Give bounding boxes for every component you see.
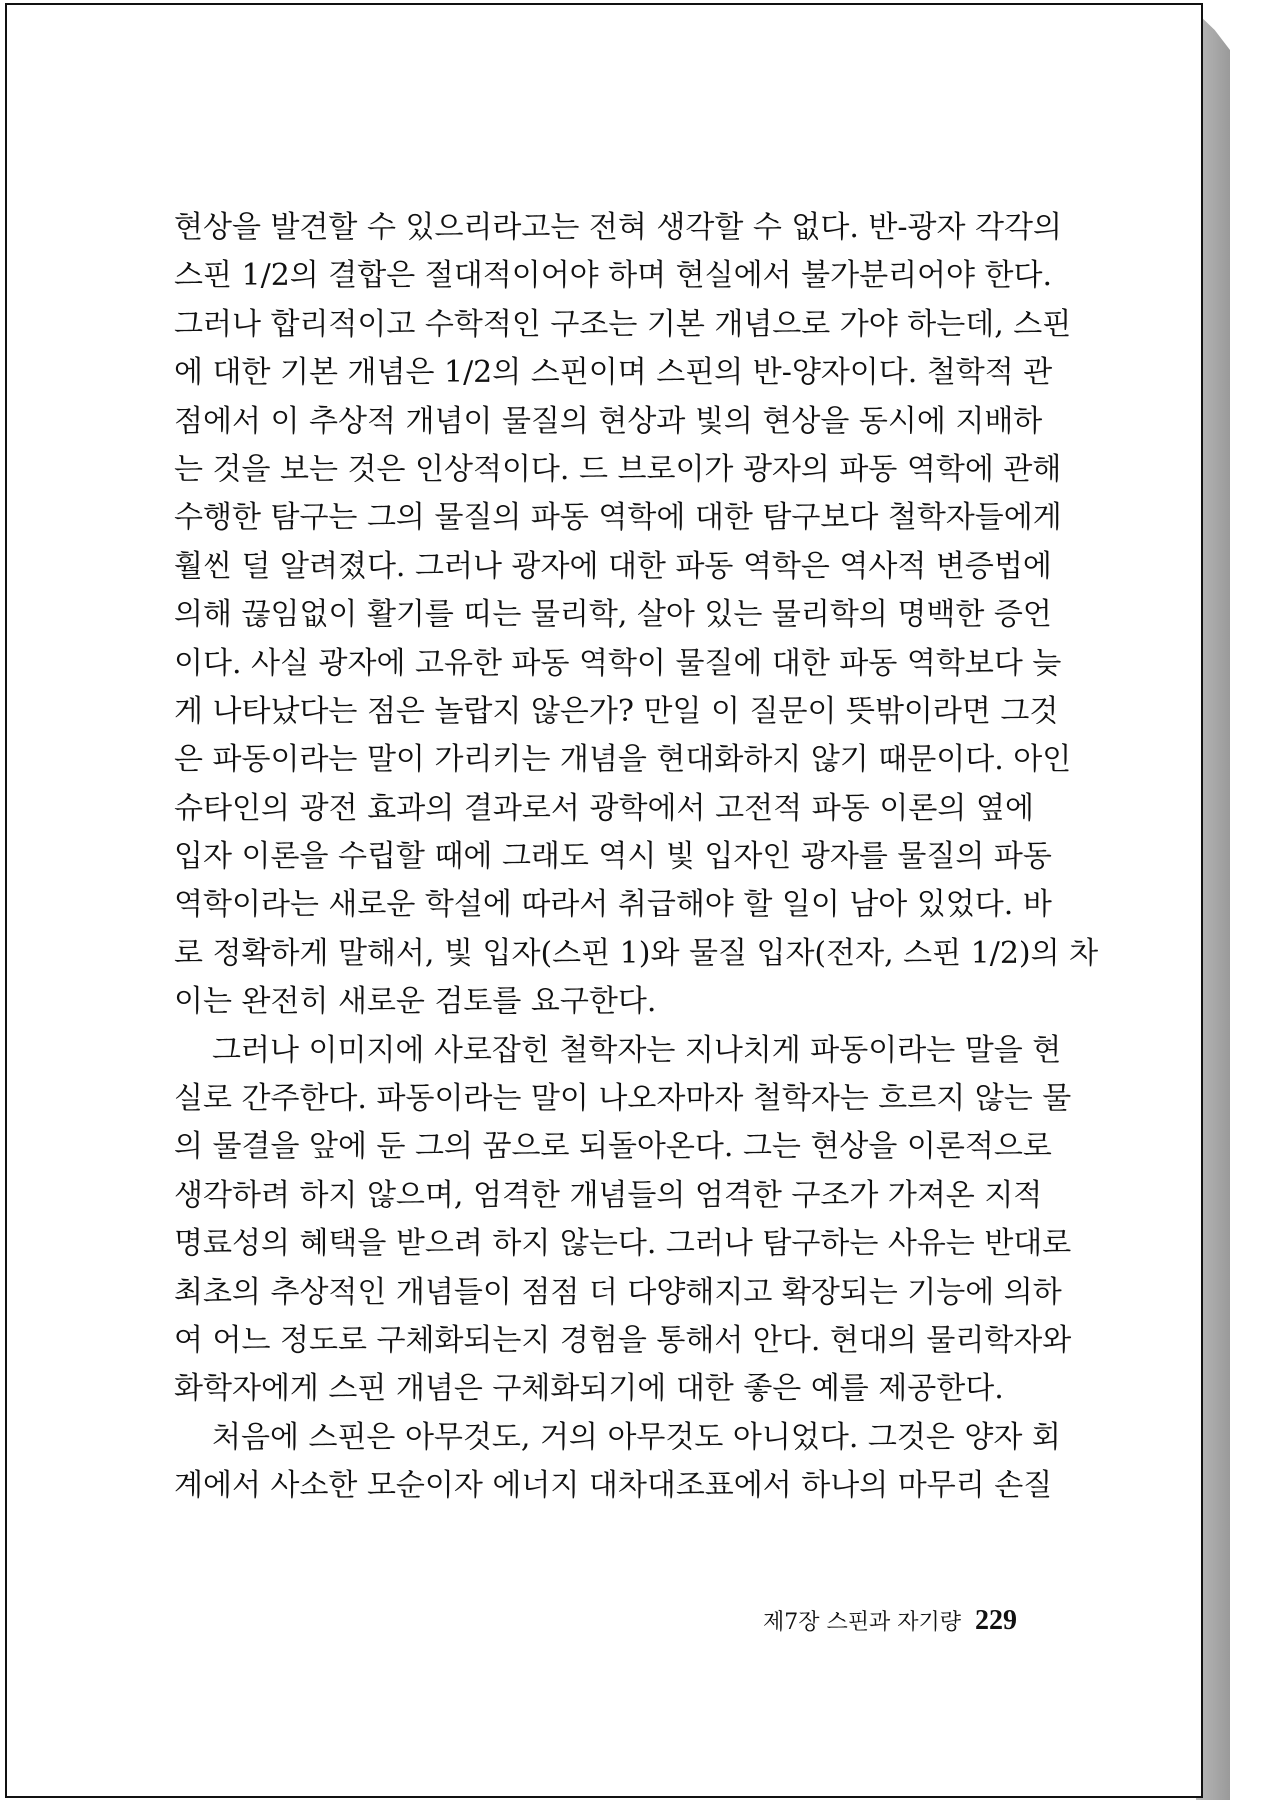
text-line: 계에서 사소한 모순이자 에너지 대차대조표에서 하나의 마무리 손질 — [174, 1468, 1053, 1504]
text-line: 화학자에게 스핀 개념은 구체화되기에 대한 좋은 예를 제공한다. — [174, 1371, 1004, 1407]
text-line: 수행한 탐구는 그의 물질의 파동 역학에 대한 탐구보다 철학자들에게 — [174, 500, 1062, 536]
text-line: 는 것을 보는 것은 인상적이다. 드 브로이가 광자의 파동 역학에 관해 — [174, 451, 1062, 487]
text-line: 역학이라는 새로운 학설에 따라서 취급해야 할 일이 남아 있었다. 바 — [174, 887, 1052, 923]
text-line: 에 대한 기본 개념은 1/2의 스핀이며 스핀의 반-양자이다. 철학적 관 — [174, 355, 1053, 391]
text-line: 로 정확하게 말해서, 빛 입자(스핀 1)와 물질 입자(전자, 스핀 1/2)의 차 — [174, 935, 1099, 971]
text-line: 현상을 발견할 수 있으리라고는 전혀 생각할 수 없다. 반-광자 각각의 — [174, 210, 1062, 245]
text-line: 점에서 이 추상적 개념이 물질의 현상과 빛의 현상을 동시에 지배하 — [174, 403, 1043, 439]
text-line: 최초의 추상적인 개념들이 점점 더 다양해지고 확장되는 기능에 의하 — [174, 1274, 1062, 1310]
text-line: 은 파동이라는 말이 가리키는 개념을 현대화하지 않기 때문이다. 아인 — [174, 742, 1072, 778]
running-footer — [707, 1605, 1017, 1637]
text-line: 슈타인의 광전 효과의 결과로서 광학에서 고전적 파동 이론의 옆에 — [174, 790, 1034, 826]
text-line: 스핀 1/2의 결합은 절대적이어야 하며 현실에서 불가분리어야 한다. — [174, 258, 1053, 294]
text-line: 훨씬 덜 알려졌다. 그러나 광자에 대한 파동 역학은 역사적 변증법에 — [174, 548, 1052, 584]
text-line: 그러나 합리적이고 수학적인 구조는 기본 개념으로 가야 하는데, 스핀 — [174, 306, 1072, 342]
chapter-title: 제7장 스핀과 자기량 — [763, 1610, 961, 1635]
book-page — [5, 3, 1203, 1798]
text-line: 명료성의 혜택을 받으려 하지 않는다. 그러나 탐구하는 사유는 반대로 — [174, 1226, 1072, 1262]
body-text — [174, 204, 1099, 1511]
text-line: 여 어느 정도로 구체화되는지 경험을 통해서 안다. 현대의 물리학자와 — [174, 1322, 1072, 1358]
text-line: 처음에 스핀은 아무것도, 거의 아무것도 아니었다. 그것은 양자 회 — [212, 1419, 1061, 1455]
text-line: 이다. 사실 광자에 고유한 파동 역학이 물질에 대한 파동 역학보다 늦 — [174, 645, 1062, 681]
text-line: 실로 간주한다. 파동이라는 말이 나오자마자 철학자는 흐르지 않는 물 — [174, 1081, 1072, 1117]
text-line: 그러나 이미지에 사로잡힌 철학자는 지나치게 파동이라는 말을 현 — [212, 1032, 1062, 1068]
text-line: 의 물결을 앞에 둔 그의 꿈으로 되돌아온다. 그는 현상을 이론적으로 — [174, 1129, 1052, 1165]
text-line: 의해 끊임없이 활기를 띠는 물리학, 살아 있는 물리학의 명백한 증언 — [174, 597, 1052, 633]
page-number: 229 — [975, 1605, 1017, 1636]
text-line: 게 나타났다는 점은 놀랍지 않은가? 만일 이 질문이 뜻밖이라면 그것 — [174, 693, 1059, 729]
text-line: 생각하려 하지 않으며, 엄격한 개념들의 엄격한 구조가 가져온 지적 — [174, 1177, 1043, 1213]
text-line: 이는 완전히 새로운 검토를 요구한다. — [174, 984, 657, 1020]
text-line: 입자 이론을 수립할 때에 그래도 역시 빛 입자인 광자를 물질의 파동 — [174, 839, 1052, 875]
